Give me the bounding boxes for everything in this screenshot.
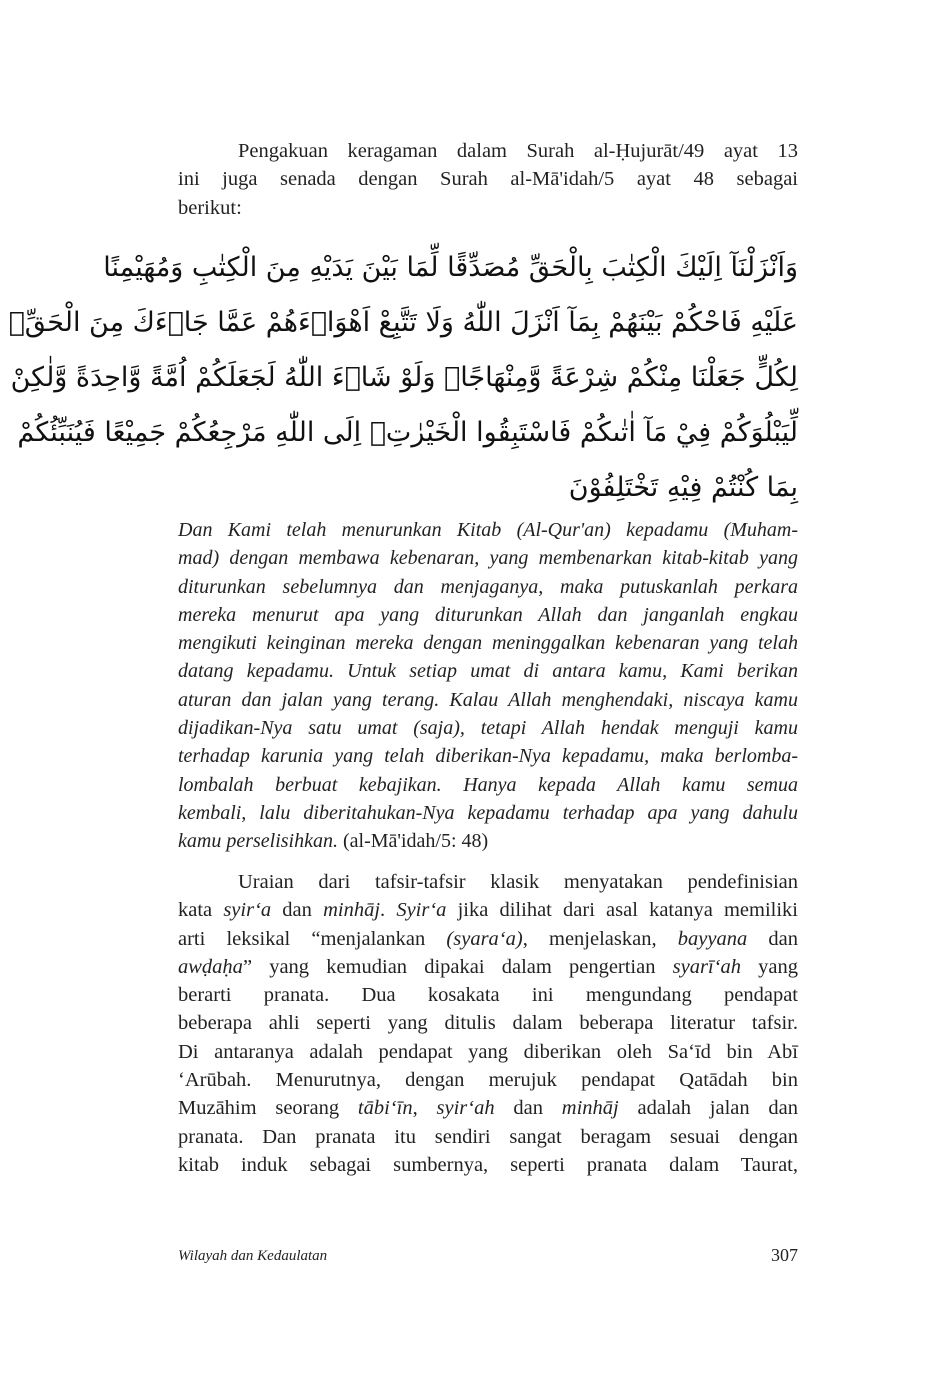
text-line: [178, 601, 798, 629]
text-line: [178, 742, 798, 770]
text-segment: mereka menurut apa yang diturunkan Allah dan janganlah engkau: [178, 603, 798, 626]
text-line: [178, 573, 798, 601]
text-line: [178, 714, 798, 742]
text-segment: jika dilihat dari asal katanya memiliki: [446, 899, 798, 922]
page-number: 307: [771, 1245, 798, 1265]
text-segment: yang: [740, 955, 798, 978]
text-segment: Muzāhim seorang: [178, 1097, 358, 1120]
text-segment: dijadikan-Nya satu umat (saja), tetapi Allah hendak menguji kamu: [178, 717, 798, 740]
text-line: [178, 1038, 798, 1066]
arabic-verse-line: بِمَا كُنْتُمْ فِيْهِ تَخْتَلِفُوْنَ: [568, 472, 798, 503]
text-segment: ini juga senada dengan Surah al-Mā'idah/5 ayat 48 sebagai: [178, 168, 798, 191]
arabic-verse-line: عَلَيْهِ فَاحْكُمْ بَيْنَهُمْ بِمَآ اَنْزَلَ اللّٰهُ وَلَا تَتَّبِعْ اَهْوَاۤءَهُمْ عَمَّا جَاۤءَكَ مِنَ الْحَقِّۗ: [8, 307, 798, 338]
italic-term: syarī‘ah: [672, 955, 741, 978]
italic-term: (syara‘a): [446, 927, 523, 950]
text-line: [178, 981, 798, 1009]
text-segment: dan: [271, 899, 324, 922]
text-segment: dan: [747, 927, 798, 950]
text-segment: mengikuti keinginan mereka dengan meninggalkan kebenaran yang telah: [178, 632, 798, 655]
text-line: [178, 799, 798, 827]
intro-paragraph: [178, 137, 798, 222]
arabic-verse-line: لِكُلٍّ جَعَلْنَا مِنْكُمْ شِرْعَةً وَّمِنْهَاجًاۗ وَلَوْ شَاۤءَ اللّٰهُ لَجَعَلَكُمْ اُمَّةً وَّاحِدَةً وَّلٰكِنْ: [10, 362, 798, 393]
text-segment: kamu perselisihkan.: [178, 830, 338, 853]
text-segment: Pengakuan keragaman dalam Surah al-Ḥujurāt/49 ayat 13: [238, 140, 798, 162]
arabic-verse-line: وَاَنْزَلْنَآ اِلَيْكَ الْكِتٰبَ بِالْحَقِّ مُصَدِّقًا لِّمَا بَيْنَ يَدَيْهِ مِنَ الْكِتٰبِ وَمُهَيْمِنًا: [103, 252, 798, 283]
text-segment: datang kepadamu. Untuk setiap umat di antara kamu, Kami berikan: [178, 660, 798, 683]
italic-term: Syir‘a: [396, 899, 447, 922]
text-line: [178, 1066, 798, 1094]
text-segment: kitab induk sebagai sumbernya, seperti pranata dalam Taurat,: [178, 1153, 798, 1176]
text-segment: berikut:: [178, 196, 242, 219]
text-segment: mad) dengan membawa kebenaran, yang membenarkan kitab-kitab yang: [178, 547, 798, 570]
body-paragraph: [178, 868, 798, 1179]
italic-term: minhāj: [323, 899, 381, 922]
text-line: [178, 657, 798, 685]
text-segment: ‘Arūbah. Menurutnya, dengan merujuk pendapat Qatādah bin: [178, 1069, 798, 1092]
italic-term: syir‘a: [223, 899, 272, 922]
text-segment: pranata. Dan pranata itu sendiri sangat beragam sesuai dengan: [178, 1125, 798, 1148]
text-line: [178, 771, 798, 799]
italic-term: bayyana: [677, 927, 748, 950]
running-title: Wilayah dan Kedaulatan: [178, 1248, 328, 1264]
text-line: [178, 137, 798, 165]
text-segment: , menjelaskan,: [522, 927, 678, 950]
text-line: [178, 516, 798, 544]
text-segment: (al-Mā'idah/5: 48): [337, 830, 489, 853]
text-line: [178, 1151, 798, 1179]
verse-translation: [178, 516, 798, 856]
text-line: [178, 953, 798, 981]
text-line: [178, 544, 798, 572]
text-segment: ” yang kemudian dipakai dalam pengertian: [242, 955, 673, 978]
text-segment: beberapa ahli seperti yang ditulis dalam beberapa literatur tafsir.: [178, 1012, 798, 1035]
text-segment: Di antaranya adalah pendapat yang diberikan oleh Sa‘īd bin Abī: [178, 1040, 798, 1063]
italic-term: awḍaḥa: [178, 955, 243, 978]
quran-verse-arabic: [8, 240, 798, 515]
text-line: [178, 686, 798, 714]
arabic-verse-line: لِّيَبْلُوَكُمْ فِيْ مَآ اٰتٰىكُمْ فَاسْتَبِقُوا الْخَيْرٰتِۗ اِلَى اللّٰهِ مَرْجِعُكُمْ جَمِيْعًا فَيُنَبِّئُكُمْ: [17, 417, 798, 448]
text-segment: kata: [178, 899, 224, 922]
text-segment: diturunkan sebelumnya dan menjaganya, maka putuskanlah perkara: [178, 575, 798, 598]
text-segment: adalah jalan dan: [618, 1097, 799, 1120]
text-segment: kembali, lalu diberitahukan-Nya kepadamu terhadap apa yang dahulu: [178, 801, 798, 824]
text-line: [178, 629, 798, 657]
text-line: [178, 827, 798, 855]
italic-term: minhāj: [561, 1097, 619, 1120]
text-line: [178, 1094, 798, 1122]
text-line: [178, 896, 798, 924]
text-line: [178, 165, 798, 193]
text-line: [178, 868, 798, 896]
text-line: [178, 194, 798, 222]
italic-term: syir‘ah: [436, 1097, 495, 1120]
text-segment: berarti pranata. Dua kosakata ini mengundang pendapat: [178, 984, 798, 1007]
text-segment: Uraian dari tafsir-tafsir klasik menyatakan pendefinisian: [238, 871, 798, 893]
text-segment: Dan Kami telah menurunkan Kitab (Al-Qur'an) kepadamu (Muham-: [178, 519, 798, 541]
text-segment: terhadap karunia yang telah diberikan-Nya kepadamu, maka berlomba-: [178, 745, 798, 768]
text-segment: .: [380, 899, 397, 922]
text-line: [178, 925, 798, 953]
text-line: [178, 1009, 798, 1037]
text-segment: dan: [494, 1097, 562, 1120]
text-segment: arti leksikal “menjalankan: [178, 927, 447, 950]
text-segment: ,: [412, 1097, 437, 1120]
text-line: [178, 1123, 798, 1151]
text-segment: aturan dan jalan yang terang. Kalau Allah menghendaki, niscaya kamu: [178, 688, 798, 711]
italic-term: tābi‘īn: [357, 1097, 413, 1120]
text-segment: lombalah berbuat kebajikan. Hanya kepada Allah kamu semua: [178, 773, 798, 796]
